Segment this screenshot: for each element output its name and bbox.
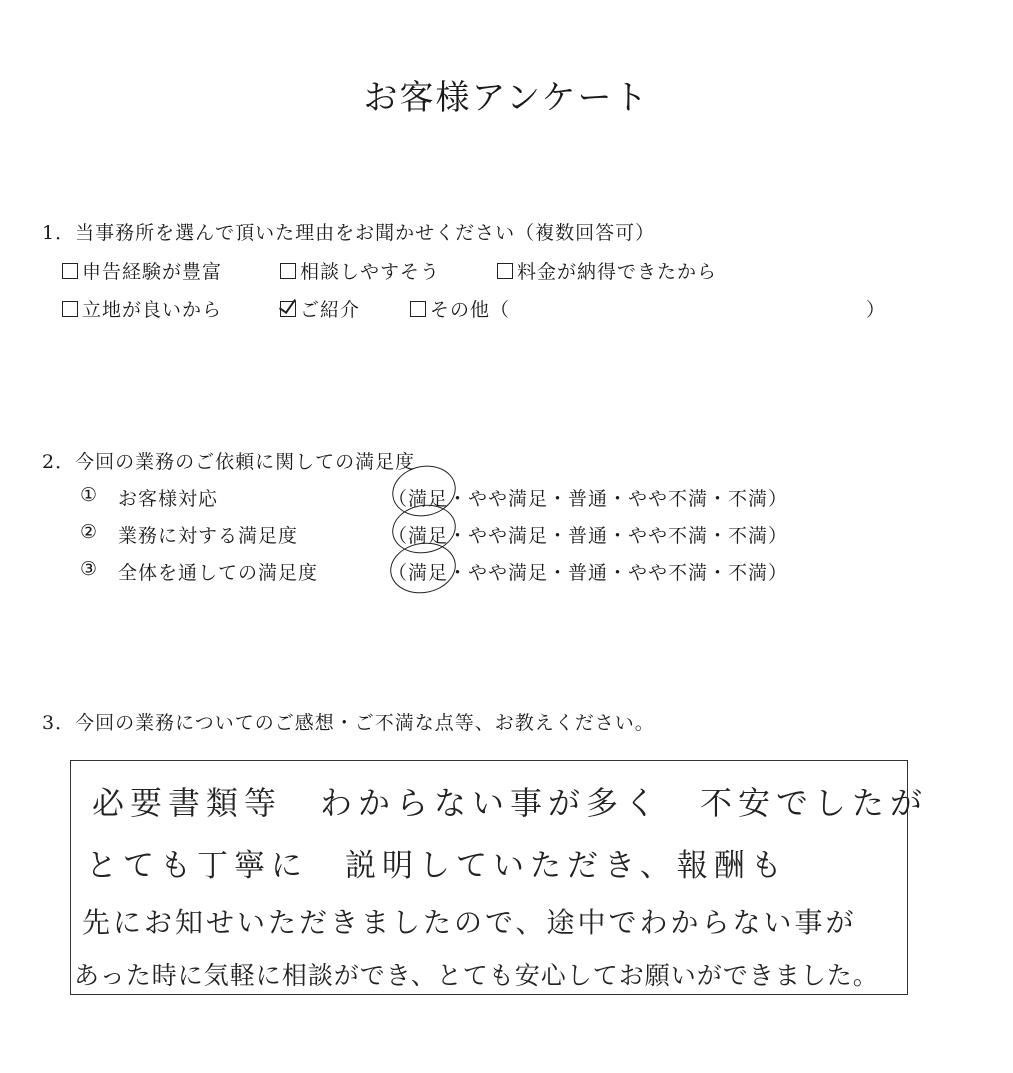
q2-item-num-1: ① bbox=[80, 484, 99, 506]
option-other-label: その他（ bbox=[430, 299, 511, 321]
checkbox-fee[interactable] bbox=[497, 263, 513, 279]
option-other-close: ） bbox=[866, 299, 887, 321]
handwritten-line-3: 先にお知せいただきましたので、途中でわからない事が bbox=[82, 906, 857, 939]
checkbox-location[interactable] bbox=[62, 301, 78, 317]
option-referral[interactable] bbox=[280, 295, 360, 322]
q2-scale-3[interactable]: （満足・やや満足・普通・やや不満・不満） bbox=[388, 562, 789, 584]
handwritten-line-1: 必要書類等 わからない事が多く 不安でしたが bbox=[92, 784, 929, 822]
checkbox-experience[interactable] bbox=[62, 263, 78, 279]
option-experience[interactable] bbox=[62, 257, 222, 284]
question-1: 1．当事務所を選んで頂いた理由をお聞かせください（複数回答可） bbox=[42, 222, 656, 244]
survey-title: お客様アンケート bbox=[363, 78, 650, 118]
checkbox-referral-checked[interactable] bbox=[280, 301, 296, 317]
q2-item-label-1: お客様対応 bbox=[118, 488, 219, 510]
q2-scale-1[interactable]: （満足・やや満足・普通・やや不満・不満） bbox=[388, 488, 789, 510]
option-referral-label: ご紹介 bbox=[300, 299, 361, 321]
q2-item-num-2: ② bbox=[80, 521, 99, 543]
q2-item-num-3: ③ bbox=[80, 558, 99, 580]
q2-item-label-3: 全体を通しての満足度 bbox=[118, 562, 319, 584]
option-easy-consult-label: 相談しやすそう bbox=[300, 261, 441, 283]
handwritten-line-2: とても丁寧に 説明していただき、報酬も bbox=[86, 848, 788, 884]
option-other[interactable] bbox=[410, 295, 510, 322]
q2-item-label-2: 業務に対する満足度 bbox=[118, 525, 299, 547]
checkbox-other[interactable] bbox=[410, 301, 426, 317]
q2-scale-2[interactable]: （満足・やや満足・普通・やや不満・不満） bbox=[388, 525, 789, 547]
option-location-label: 立地が良いから bbox=[82, 299, 223, 321]
option-fee[interactable] bbox=[497, 257, 717, 284]
option-fee-label: 料金が納得できたから bbox=[517, 261, 718, 283]
option-easy-consult[interactable] bbox=[280, 257, 440, 284]
question-2: 2．今回の業務のご依頼に関しての満足度 bbox=[42, 451, 416, 473]
option-location[interactable] bbox=[62, 295, 222, 322]
checkbox-easy-consult[interactable] bbox=[280, 263, 296, 279]
handwritten-line-4: あった時に気軽に相談ができ、とても安心してお願いができました。 bbox=[74, 961, 879, 990]
option-experience-label: 申告経験が豊富 bbox=[82, 261, 223, 283]
question-3: 3．今回の業務についてのご感想・ご不満な点等、お教えください。 bbox=[42, 712, 655, 734]
